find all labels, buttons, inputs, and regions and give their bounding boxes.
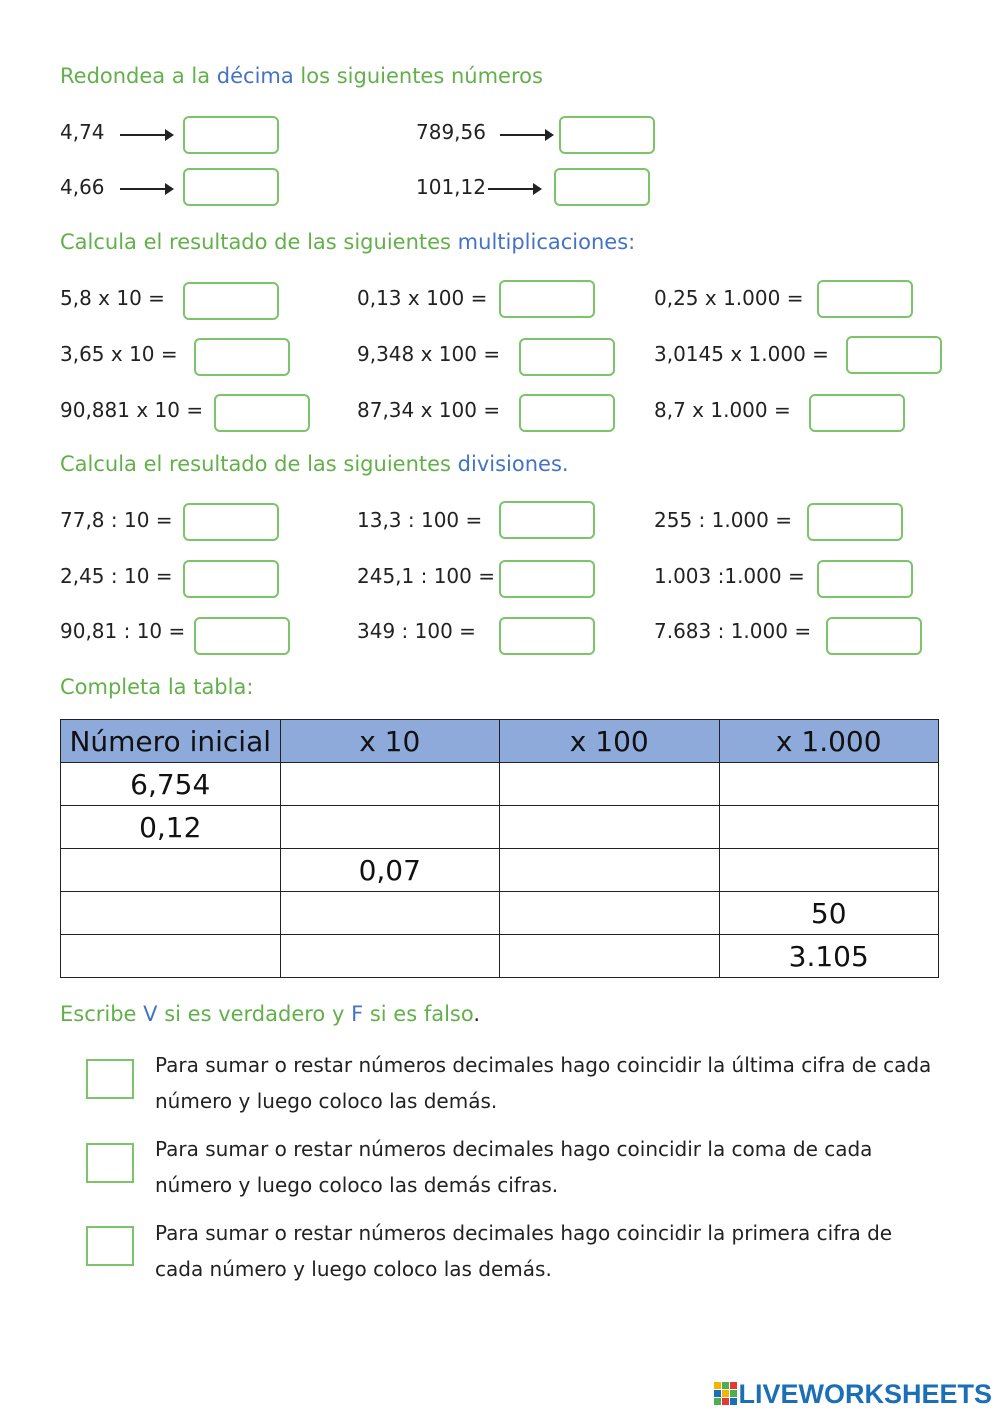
table-cell-input[interactable] [280,763,500,806]
table-header-cell: x 10 [280,720,500,763]
round-item: 4,74 [60,120,105,144]
table-cell-input[interactable] [61,849,281,892]
table-cell-input[interactable] [719,763,939,806]
round-item: 101,12 [416,175,486,199]
tf-heading-b: si es verdadero y [157,1002,352,1026]
div-heading [60,452,569,476]
answer-input[interactable] [194,617,290,655]
div-item: 2,45 : 10 = [60,564,173,588]
table-cell: 50 [719,892,939,935]
table-cell-input[interactable] [500,849,720,892]
arrow-icon [120,188,172,190]
table-row [61,763,939,806]
table-row [61,892,939,935]
answer-input[interactable] [809,394,905,432]
answer-input[interactable] [214,394,310,432]
answer-input[interactable] [499,501,595,539]
arrow-icon [488,188,540,190]
liveworksheets-logo [714,1380,992,1408]
answer-input[interactable] [499,617,595,655]
table-cell: 6,754 [61,763,281,806]
table-cell-input[interactable] [500,892,720,935]
table-header-cell: x 1.000 [719,720,939,763]
mult-heading [60,230,635,254]
mult-heading-post: : [628,230,636,254]
table-row [61,935,939,978]
answer-input[interactable] [499,560,595,598]
logo-text: LIVEWORKSHEETS [738,1378,992,1409]
table-cell-input[interactable] [280,892,500,935]
div-item: 1.003 :1.000 = [654,564,805,588]
answer-input[interactable] [807,503,903,541]
table-cell-input[interactable] [719,806,939,849]
answer-input[interactable] [817,280,913,318]
div-item: 349 : 100 = [357,619,476,643]
tf-statement: Para sumar o restar números decimales hago coincidir la última cifra de cada número y luego coloco las demás. [155,1053,932,1113]
mult-item: 3,0145 x 1.000 = [654,342,829,366]
table-cell-input[interactable] [500,935,720,978]
div-item: 13,3 : 100 = [357,508,483,532]
answer-input[interactable] [499,280,595,318]
tf-answer-box[interactable] [86,1143,134,1183]
answer-input[interactable] [554,168,650,206]
table-cell: 3.105 [719,935,939,978]
answer-input[interactable] [183,560,279,598]
tf-heading-a: Escribe [60,1002,144,1026]
div-item: 245,1 : 100 = [357,564,495,588]
answer-input[interactable] [817,560,913,598]
table-cell-input[interactable] [280,806,500,849]
tf-heading-f: F [351,1002,364,1026]
answer-input[interactable] [183,503,279,541]
table-cell: 0,07 [280,849,500,892]
mult-heading-pre: Calcula el resultado de las siguientes [60,230,458,254]
table-header-cell: Número inicial [61,720,281,763]
table-cell-input[interactable] [61,935,281,978]
mult-item: 0,13 x 100 = [357,286,488,310]
mult-item: 5,8 x 10 = [60,286,165,310]
round-item: 4,66 [60,175,105,199]
tf-heading-c: si es falso [363,1002,474,1026]
table-row [61,849,939,892]
tf-heading [60,1002,480,1026]
logo-blocks-icon [714,1382,738,1406]
round-heading [60,64,543,88]
tf-heading-dot: . [473,1002,481,1026]
arrow-icon [120,134,172,136]
tf-heading-v: V [143,1002,158,1026]
table-heading: Completa la tabla: [60,675,254,699]
tf-answer-box[interactable] [86,1226,134,1266]
table-header-cell: x 100 [500,720,720,763]
powers-table [60,719,939,978]
table-cell-input[interactable] [61,892,281,935]
mult-item: 87,34 x 100 = [357,398,501,422]
table-cell-input[interactable] [500,806,720,849]
mult-item: 90,881 x 10 = [60,398,204,422]
round-heading-pre: Redondea a la [60,64,217,88]
round-item: 789,56 [416,120,486,144]
answer-input[interactable] [826,617,922,655]
round-heading-highlight: décima [216,64,294,88]
answer-input[interactable] [183,116,279,154]
div-item: 7.683 : 1.000 = [654,619,812,643]
table-cell-input[interactable] [719,849,939,892]
round-heading-post: los siguientes números [293,64,543,88]
table-cell: 0,12 [61,806,281,849]
mult-item: 3,65 x 10 = [60,342,178,366]
table-row [61,806,939,849]
answer-input[interactable] [519,338,615,376]
mult-heading-highlight: multiplicaciones [457,230,629,254]
table-header-row [61,720,939,763]
answer-input[interactable] [183,168,279,206]
table-cell-input[interactable] [280,935,500,978]
mult-item: 0,25 x 1.000 = [654,286,804,310]
div-item: 90,81 : 10 = [60,619,186,643]
div-item: 255 : 1.000 = [654,508,792,532]
answer-input[interactable] [194,338,290,376]
arrow-icon [500,134,552,136]
table-cell-input[interactable] [500,763,720,806]
div-heading-highlight: divisiones [457,452,562,476]
answer-input[interactable] [519,394,615,432]
div-item: 77,8 : 10 = [60,508,173,532]
tf-statement: Para sumar o restar números decimales hago coincidir la coma de cada número y luego coloco las demás cifras. [155,1137,873,1197]
tf-answer-box[interactable] [86,1059,134,1099]
answer-input[interactable] [846,336,942,374]
div-heading-post: . [561,452,569,476]
mult-item: 8,7 x 1.000 = [654,398,791,422]
div-heading-pre: Calcula el resultado de las siguientes [60,452,458,476]
answer-input[interactable] [559,116,655,154]
mult-item: 9,348 x 100 = [357,342,501,366]
answer-input[interactable] [183,282,279,320]
tf-statement: Para sumar o restar números decimales hago coincidir la primera cifra de cada número y luego coloco las demás. [155,1221,893,1281]
